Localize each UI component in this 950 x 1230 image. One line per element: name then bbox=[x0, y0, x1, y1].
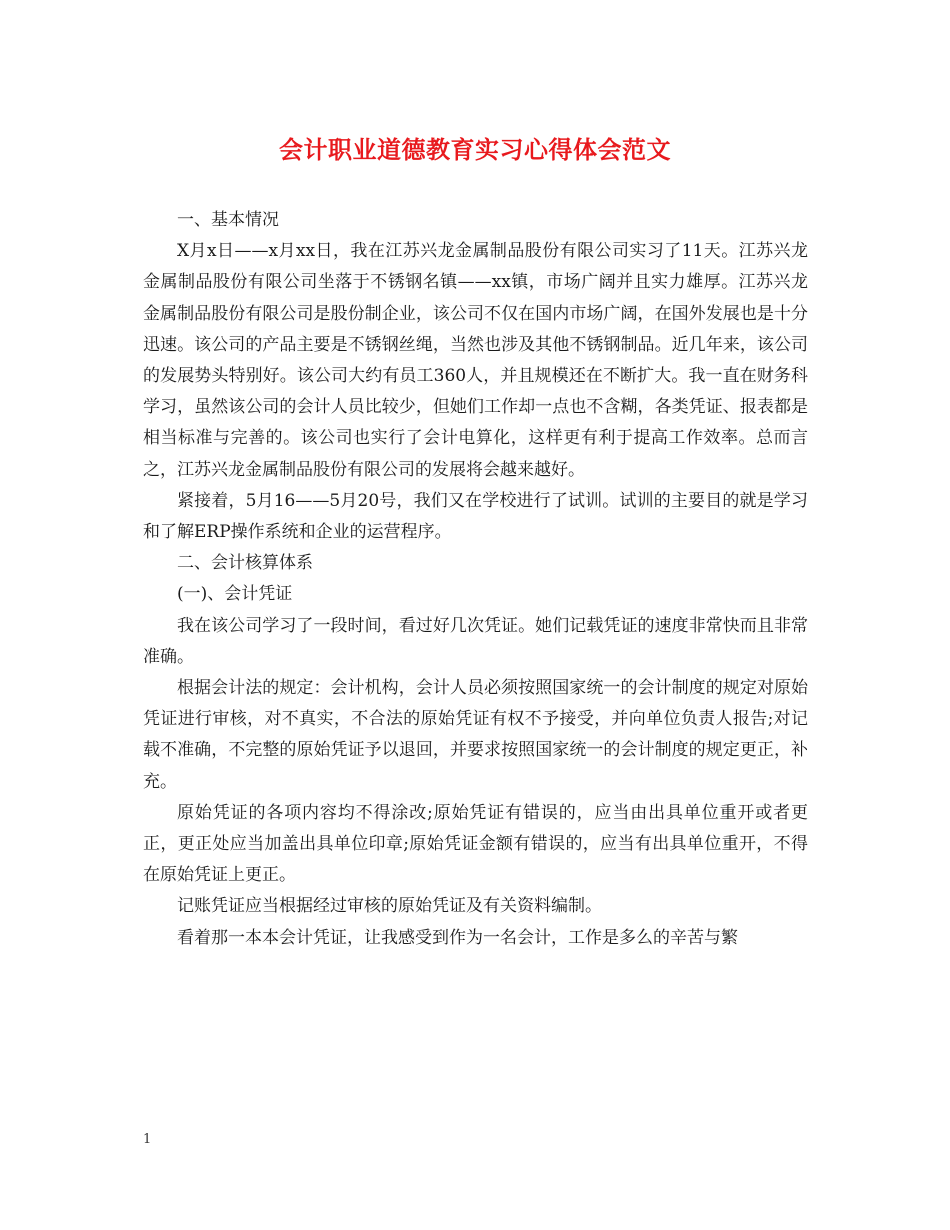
paragraph-school-training: 紧接着，5月16——5月20号，我们又在学校进行了试训。试训的主要目的就是学习和了解ERP操作系统和企业的运营程序。 bbox=[143, 490, 808, 543]
page-number: 1 bbox=[143, 1132, 152, 1147]
paragraph-original-voucher-rules: 原始凭证的各项内容均不得涂改;原始凭证有错误的，应当由出具单位重开或者更正，更正处应当加盖出具单位印章;原始凭证金额有错误的，应当有出具单位重开，不得在原始凭证上更正。 bbox=[143, 802, 808, 886]
paragraph-voucher-observation: 我在该公司学习了一段时间，看过好几次凭证。她们记载凭证的速度非常快而且非常准确。 bbox=[143, 615, 808, 667]
section-heading-accounting-system: 二、会计核算体系 bbox=[177, 553, 313, 574]
section-heading-basic-info: 一、基本情况 bbox=[177, 210, 279, 230]
subsection-heading-vouchers: (一)、会计凭证 bbox=[177, 584, 293, 605]
document-title: 会计职业道德教育实习心得体会范文 bbox=[279, 135, 671, 164]
paragraph-reflection: 看着那一本本会计凭证，让我感受到作为一名会计，工作是多么的辛苦与繁 bbox=[177, 927, 738, 948]
paragraph-internship-overview: X月x日——x月xx日，我在江苏兴龙金属制品股份有限公司实习了11天。江苏兴龙金属制品股份有限公司坐落于不锈钢名镇——xx镇，市场广阔并且实力雄厚。江苏兴龙金属制品股份有限公司是股份制企业，该公司不仅在国内市场广阔，在国外发展也是十分迅速。该公司的产品主要是不锈钢丝绳，当然也涉及其他不锈钢制品。近几年来，该公司的发展势头特别好。该公司大约有员工360人，并且规模还在不断扩大。我一直在财务科学习，虽然该公司的会计人员比较少，但她们工作却一点也不含糊，各类凭证、报表都是相当标准与完善的。该公司也实行了会计电算化，这样更有利于提高工作效率。总而言之，江苏兴龙金属制品股份有限公司的发展将会越来越好。 bbox=[143, 241, 808, 480]
paragraph-accounting-law: 根据会计法的规定：会计机构，会计人员必须按照国家统一的会计制度的规定对原始凭证进行审核，对不真实，不合法的原始凭证有权不予接受，并向单位负责人报告;对记载不准确，不完整的原始凭证予以退回，并要求按照国家统一的会计制度的规定更正，补充。 bbox=[143, 678, 808, 792]
document-body bbox=[143, 205, 808, 954]
paragraph-bookkeeping-voucher: 记账凭证应当根据经过审核的原始凭证及有关资料编制。 bbox=[177, 896, 602, 917]
